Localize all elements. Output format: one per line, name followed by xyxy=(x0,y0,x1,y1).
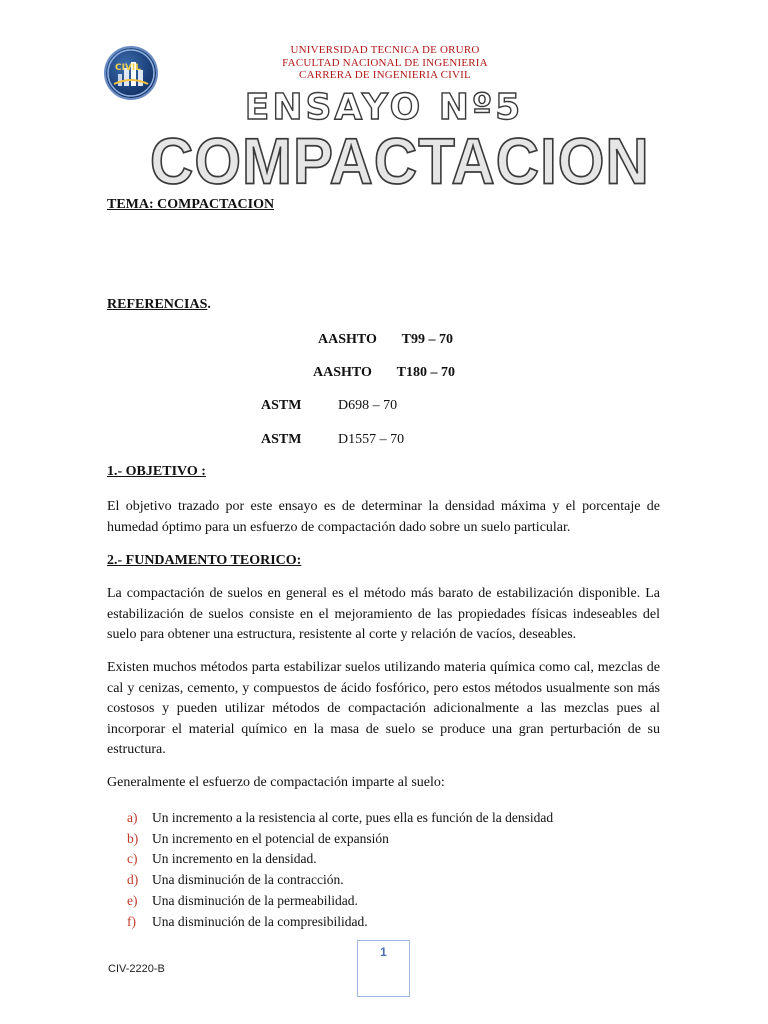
reference-row xyxy=(261,432,301,448)
list-item-text: Una disminución de la contracción. xyxy=(152,872,344,888)
course-code: CIV-2220-B xyxy=(108,963,165,975)
list-item xyxy=(127,829,647,850)
reference-row xyxy=(318,332,453,348)
reference-code: T99 – 70 xyxy=(401,332,453,347)
list-marker: d) xyxy=(127,872,139,888)
reference-org: AASHTO xyxy=(318,332,377,347)
tema-heading: TEMA: COMPACTACION xyxy=(107,197,275,212)
reference-code: T180 – 70 xyxy=(396,365,455,380)
faculty-name: FACULTAD NACIONAL DE INGENIERIA xyxy=(282,56,488,69)
page-number: 1 xyxy=(380,945,387,959)
list-item-text: Un incremento en la densidad. xyxy=(152,851,317,867)
objective-heading: 1.- OBJETIVO : xyxy=(107,464,206,479)
list-item xyxy=(127,808,647,829)
university-logo xyxy=(106,48,156,98)
reference-org: ASTM xyxy=(261,398,302,413)
effects-list xyxy=(127,808,647,932)
objective-text: El objetivo trazado por este ensayo es de determinar la densidad máxima y el porcentaje de humedad óptimo para un esfuerzo de compactación dado sobre un suelo particular. xyxy=(107,499,660,535)
reference-org: ASTM xyxy=(261,432,302,447)
list-item-text: Un incremento a la resistencia al corte, pues ella es función de la densidad xyxy=(152,810,554,825)
list-marker: e) xyxy=(127,892,138,908)
institution-header xyxy=(200,44,570,82)
logo-text: CIVIL xyxy=(115,63,142,73)
reference-org: AASHTO xyxy=(313,365,372,380)
list-item xyxy=(127,912,647,933)
reference-code: D1557 – 70 xyxy=(338,432,405,447)
list-item-text: Un incremento en el potencial de expansión xyxy=(152,830,389,846)
references-label: REFERENCIAS xyxy=(107,297,208,312)
main-title: COMPACTACION xyxy=(150,125,650,198)
career-name: CARRERA DE INGENIERIA CIVIL xyxy=(299,69,471,81)
reference-row xyxy=(313,365,455,381)
page-number-box xyxy=(357,940,410,997)
list-marker: b) xyxy=(127,830,139,846)
theory-heading: 2.- FUNDAMENTO TEORICO: xyxy=(107,553,302,568)
reference-row xyxy=(261,398,301,414)
list-item xyxy=(127,870,647,891)
references-heading xyxy=(107,297,211,313)
theory-paragraph-2: Existen muchos métodos parta estabilizar suelos utilizando materia química como cal, mezclas de cal y cenizas, cemento, y compuestos de ácido fosfórico, pero estos métodos usualmente son más costosos y pueden utilizar métodos de compactación adicionalmente a las mezclas pues al incorporar el material químico en la masa de suelo se produce una gran perturbación de su estructura. xyxy=(107,660,660,757)
list-item-text: Una disminución de la permeabilidad. xyxy=(152,892,358,908)
list-item xyxy=(127,849,647,870)
list-item-text: Una disminución de la compresibilidad. xyxy=(152,913,368,929)
references-dot: . xyxy=(207,297,211,312)
theory-paragraph-1: La compactación de suelos en general es el método más barato de estabilización disponible. La estabilización de suelos consiste en el mejoramiento de las propiedades físicas indeseables del suelo para obtener una estructura, resistente al corte y relación de vacíos, deseables. xyxy=(107,586,660,642)
list-item xyxy=(127,891,647,912)
list-marker: c) xyxy=(127,851,138,867)
list-marker: f) xyxy=(127,913,136,929)
list-marker: a) xyxy=(127,810,138,825)
university-name: UNIVERSIDAD TECNICA DE ORURO xyxy=(290,44,480,56)
essay-number-title: ENSAYO Nº5 xyxy=(244,87,524,128)
theory-paragraph-3: Generalmente el esfuerzo de compactación imparte al suelo: xyxy=(107,775,445,790)
reference-code: D698 – 70 xyxy=(338,398,398,413)
